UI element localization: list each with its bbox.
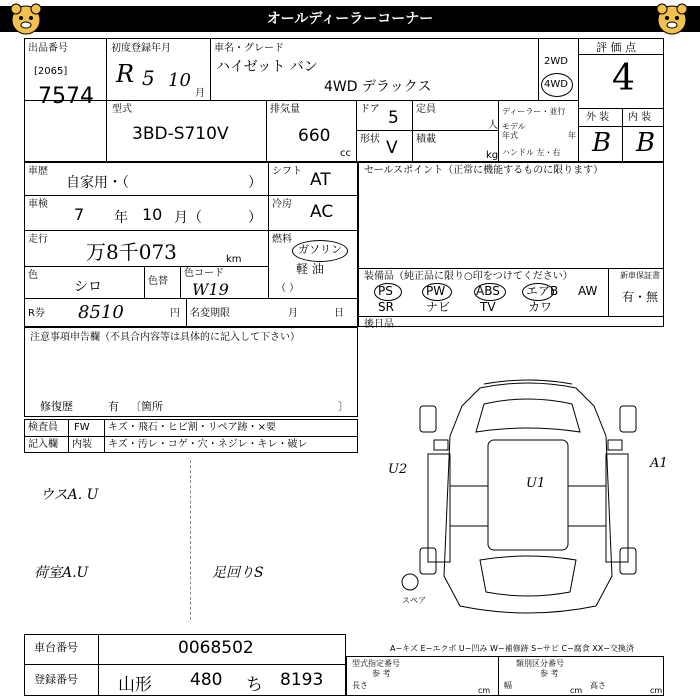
fuel-option2: 軽 油 xyxy=(296,262,324,276)
displacement-label: 排気量 xyxy=(270,104,300,115)
displacement-value: 660 xyxy=(298,126,331,146)
footer-length: 長さ xyxy=(352,681,368,690)
equipment-aw: AW xyxy=(578,284,598,298)
sales-point-label: セールスポイント（正常に機能するものに限ります） xyxy=(364,165,604,176)
color-change-label: 色替 xyxy=(148,276,168,287)
name-change-month: 月 xyxy=(288,308,298,319)
footer-class-label: 類別区分番号 xyxy=(516,659,564,668)
new-warranty-value: 有・無 xyxy=(622,290,659,304)
drive-4wd: 4WD xyxy=(544,79,568,90)
footer-height: 高さ xyxy=(590,681,606,690)
model-year-unit: 年 xyxy=(568,131,576,140)
check-row1-items: キズ・飛石・ヒビ割・リペア跡・×要 xyxy=(108,422,276,433)
footer-type-label: 型式指定番号 xyxy=(352,659,400,668)
equipment-leather: カワ xyxy=(528,300,553,314)
footer-cm-3: cm xyxy=(650,686,663,695)
shift-value: AT xyxy=(310,170,331,190)
check-row1-tag: FW xyxy=(74,422,90,433)
chassis-label: 車台番号 xyxy=(34,641,78,654)
plate-class: 480 xyxy=(190,670,223,690)
model-value: 3BD-S710V xyxy=(132,124,229,144)
registration-label: 初度登録年月 xyxy=(111,43,171,54)
equipment-pw: PW xyxy=(426,284,446,298)
check-row1-left: 検査員 xyxy=(28,422,58,433)
color-code-value: W19 xyxy=(192,280,229,299)
equipment-tv: TV xyxy=(480,300,496,314)
doors-value: 5 xyxy=(388,108,399,128)
inspection-close: ） xyxy=(248,210,262,226)
bear-mascot-right-icon xyxy=(652,2,692,36)
color-value: シロ xyxy=(74,279,102,295)
fuel-option1: ガソリン xyxy=(298,243,342,256)
score-ext-label: 外 装 xyxy=(586,112,610,123)
score-int-value: B xyxy=(636,128,656,158)
inspector-note-3: 足回りS xyxy=(212,565,264,581)
registration-month: 10 xyxy=(168,70,191,91)
drive-2wd: 2WD xyxy=(544,56,568,67)
new-warranty-label: 新車保証書 xyxy=(620,271,660,280)
equipment-abs: ABS xyxy=(476,284,500,298)
color-label: 色 xyxy=(28,270,38,281)
footer-ref-1: 参 考 xyxy=(372,669,391,678)
ac-value: AC xyxy=(310,202,334,222)
footer-ref-2: 参 考 xyxy=(540,669,559,678)
bear-mascot-left-icon xyxy=(6,2,46,36)
capacity-label: 定員 xyxy=(416,104,436,115)
equipment-navi: ナビ xyxy=(426,300,451,314)
lot-number: 7574 xyxy=(38,84,94,109)
history-close: ） xyxy=(248,175,262,191)
equipment-sr: SR xyxy=(378,300,394,314)
footer-cm-2: cm xyxy=(570,686,583,695)
check-row2-items: キズ・汚レ・コゲ・穴・ネジレ・キレ・破レ xyxy=(108,439,308,450)
registration-era: R xyxy=(116,60,135,88)
diagram-mark-a1: A1 xyxy=(650,456,668,471)
registration-month-unit: 月 xyxy=(195,88,205,99)
score-label: 評 価 点 xyxy=(596,41,636,54)
capacity-unit: 人 xyxy=(488,120,498,131)
name-change-label: 名変期限 xyxy=(190,308,230,319)
equipment-ps: PS xyxy=(378,284,393,298)
plate-kana: ち xyxy=(246,675,263,695)
repair-close: 〕 xyxy=(338,400,349,413)
dealer-label: ディーラー・並行 xyxy=(502,107,566,116)
fuel-paren: （ ） xyxy=(276,283,300,294)
mileage-value: 万8千073 xyxy=(86,240,177,264)
load-label: 積載 xyxy=(416,134,436,145)
inspection-year: 7 xyxy=(74,205,85,224)
lot-sub: [2065] xyxy=(34,66,68,77)
check-row2-tag: 内装 xyxy=(72,439,92,450)
doors-shape-label: 形状 xyxy=(360,134,380,145)
handle-label: ハンドル 左・右 xyxy=(502,148,561,157)
inspection-month-unit: 月（ xyxy=(174,210,202,226)
ac-label: 冷房 xyxy=(272,199,292,210)
inspection-month: 10 xyxy=(142,205,163,224)
doors-label: ドア xyxy=(360,104,380,115)
inspection-label: 車検 xyxy=(28,199,48,210)
fuel-label: 燃料 xyxy=(272,234,292,245)
aftermarket-label: 後日品 xyxy=(364,319,394,330)
registration-year: 5 xyxy=(142,66,155,90)
repair-label: 修復歴 xyxy=(40,400,73,413)
footer-cm-1: cm xyxy=(478,686,491,695)
plate-number: 8193 xyxy=(280,670,324,690)
lot-label: 出品番号 xyxy=(28,43,68,54)
score-int-label: 内 装 xyxy=(628,112,652,123)
car-grade: 4WD デラックス xyxy=(324,79,432,95)
score-ext-value: B xyxy=(592,128,612,158)
recycle-label: R券 xyxy=(28,308,45,319)
name-change-day: 日 xyxy=(334,308,344,319)
car-diagram xyxy=(380,376,676,624)
check-row2-left: 記入欄 xyxy=(28,439,58,450)
diagram-legend: A−キズ E−エクボ U−凹み W−補修跡 S−サビ C−腐食 XX−交換済 xyxy=(390,644,634,653)
shift-label: シフト xyxy=(272,166,302,177)
mileage-label: 走行 xyxy=(28,234,48,245)
equipment-airbag: エアB xyxy=(526,284,559,298)
header-title: オールディーラーコーナー xyxy=(266,11,434,27)
diagram-spare: スペア xyxy=(402,596,426,605)
inspection-year-unit: 年 xyxy=(114,210,128,226)
inspector-note-1: ウスA. U xyxy=(40,487,99,503)
history-label: 車歴 xyxy=(28,166,48,177)
load-unit: kg xyxy=(486,150,499,161)
footer-width: 幅 xyxy=(504,681,512,690)
equipment-label: 装備品（純正品に限り○印をつけてください） xyxy=(364,271,573,282)
model-year-label: モデル年式 xyxy=(502,122,526,140)
doors-shape-value: V xyxy=(386,138,398,158)
diagram-mark-u1: U1 xyxy=(526,476,546,491)
chassis-value: 0068502 xyxy=(178,638,254,658)
color-code-label: 色コード xyxy=(184,268,224,279)
car-name: ハイゼット バン xyxy=(216,59,318,75)
notes-label: 注意事項申告欄（不具合内容等は具体的に記入して下さい） xyxy=(30,332,300,343)
displacement-unit: cc xyxy=(340,148,351,159)
model-label: 型式 xyxy=(112,104,132,115)
repair-sub: 〔箇所 xyxy=(130,400,163,413)
diagram-mark-u2: U2 xyxy=(388,462,408,477)
mileage-unit: km xyxy=(226,254,242,265)
inspector-note-2: 荷室A.U xyxy=(34,565,89,581)
recycle-value: 8510 xyxy=(78,302,124,323)
recycle-unit: 円 xyxy=(170,308,180,319)
score-value: 4 xyxy=(612,58,635,99)
repair-value: 有 xyxy=(108,400,119,413)
history-value: 自家用・（ xyxy=(66,175,129,191)
plate-region: 山形 xyxy=(118,675,152,695)
car-label: 車名・グレード xyxy=(214,43,284,54)
plate-label: 登録番号 xyxy=(34,673,78,686)
equipment-grid xyxy=(364,283,608,316)
